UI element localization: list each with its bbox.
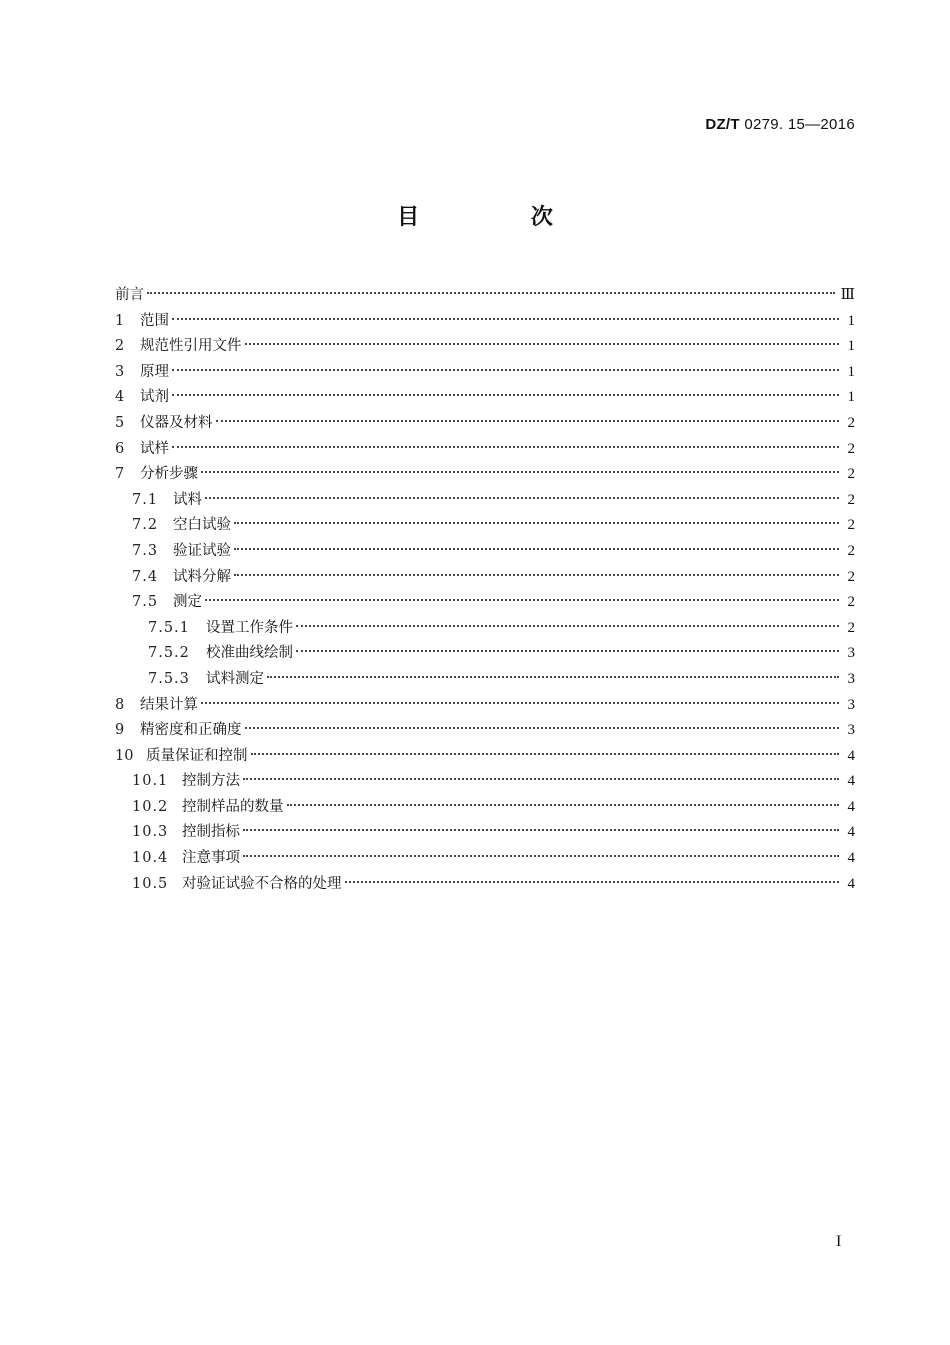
toc-entry-number: 6 (115, 440, 125, 457)
toc-leader-dots (172, 318, 839, 320)
toc-entry[interactable] (115, 693, 855, 719)
toc-entry-title: 仪器及材料 (140, 414, 213, 431)
toc-entry[interactable] (115, 744, 855, 770)
toc-leader-dots (345, 881, 840, 883)
toc-entry[interactable] (115, 539, 855, 565)
toc-entry-title: 试料测定 (206, 670, 264, 687)
toc-leader-dots (251, 753, 840, 755)
standard-code (705, 116, 855, 133)
toc-entry-number: 7.4 (132, 568, 159, 585)
toc-entry-number: 5 (115, 414, 125, 431)
toc-entry[interactable] (115, 590, 855, 616)
toc-entry[interactable] (115, 360, 855, 386)
toc-entry-page: 3 (847, 670, 855, 687)
toc-entry[interactable] (115, 667, 855, 693)
toc-entry-page: 3 (847, 696, 855, 713)
toc-entry-title: 试料分解 (173, 568, 231, 585)
toc-entry-page: Ⅲ (840, 287, 855, 303)
toc-leader-dots (234, 522, 839, 524)
toc-entry[interactable] (115, 565, 855, 591)
toc-entry[interactable] (115, 820, 855, 846)
toc-entry-number: 10.5 (132, 875, 169, 892)
toc-entry-number: 8 (115, 696, 125, 713)
toc-entry-page: 2 (847, 414, 855, 431)
toc-entry-page: 2 (847, 517, 855, 534)
toc-entry-page: 2 (847, 491, 855, 508)
toc-entry[interactable] (115, 795, 855, 821)
toc-entry-title: 空白试验 (173, 517, 231, 534)
toc-leader-dots (172, 446, 839, 448)
toc-entry[interactable] (115, 769, 855, 795)
toc-entry-page: 2 (847, 542, 855, 559)
toc-entry-number: 7 (115, 466, 125, 483)
toc-entry-title: 原理 (140, 363, 169, 380)
toc-entry[interactable] (115, 488, 855, 514)
toc-entry-title: 控制样品的数量 (182, 798, 284, 815)
toc-entry-title: 注意事项 (182, 850, 240, 867)
toc-entry-title: 测定 (173, 594, 202, 611)
toc-entry[interactable] (115, 385, 855, 411)
toc-title: 目 次 (397, 205, 605, 230)
toc-entry-page: 3 (847, 645, 855, 662)
toc-entry[interactable] (115, 641, 855, 667)
toc-entry-page: 2 (847, 568, 855, 585)
toc-entry-page: 2 (847, 466, 855, 483)
toc-entry[interactable] (115, 846, 855, 872)
toc-entry-number: 10.1 (132, 773, 169, 790)
toc-entry-page: 4 (847, 824, 855, 841)
toc-entry[interactable] (115, 872, 855, 898)
toc-leader-dots (287, 804, 840, 806)
toc-leader-dots (172, 394, 839, 396)
toc-entry-number: 7.5.1 (148, 619, 190, 636)
toc-leader-dots (216, 420, 840, 422)
toc-entry[interactable] (115, 462, 855, 488)
toc-entry-title: 校准曲线绘制 (206, 645, 293, 662)
toc-entry[interactable] (115, 437, 855, 463)
toc-entry-number: 7.3 (132, 542, 159, 559)
toc-entry-title: 质量保证和控制 (146, 747, 248, 764)
toc-entry[interactable] (115, 411, 855, 437)
toc-entry-number: 2 (115, 338, 125, 355)
toc-entry-page: 4 (847, 875, 855, 892)
toc-entry-title: 对验证试验不合格的处理 (182, 875, 342, 892)
toc-entry-title: 设置工作条件 (206, 619, 293, 636)
toc-leader-dots (245, 343, 840, 345)
toc-entry-title: 结果计算 (140, 696, 198, 713)
toc-entry-title: 验证试验 (173, 542, 231, 559)
toc-entry-page: 4 (847, 747, 855, 764)
toc-entry-title: 规范性引用文件 (140, 338, 242, 355)
toc-entry-number: 10.3 (132, 824, 169, 841)
toc-entry[interactable] (115, 309, 855, 335)
toc-leader-dots (234, 548, 839, 550)
toc-entry-title: 试料 (173, 491, 202, 508)
toc-leader-dots (245, 727, 840, 729)
toc-entry-title: 试剂 (140, 389, 169, 406)
toc-entry-page: 4 (847, 798, 855, 815)
toc-entry-page: 2 (847, 440, 855, 457)
toc-entry-number: 7.2 (132, 517, 159, 534)
toc-entry-page: 2 (847, 619, 855, 636)
toc-entry-page: 4 (847, 773, 855, 790)
toc-entry-page: 4 (847, 850, 855, 867)
toc-leader-dots (243, 829, 839, 831)
toc-entry[interactable] (115, 513, 855, 539)
toc-leader-dots (296, 650, 839, 652)
toc-entry[interactable] (115, 283, 855, 309)
toc-entry-number: 4 (115, 389, 125, 406)
toc-entry-title: 范围 (140, 312, 169, 329)
toc-entry-number: 7.5 (132, 594, 159, 611)
toc-entry-title: 前言 (115, 287, 144, 303)
toc-entry-number: 10.2 (132, 798, 169, 815)
toc-entry-number: 10.4 (132, 850, 169, 867)
toc-entry[interactable] (115, 616, 855, 642)
toc-entry-page: 1 (847, 363, 855, 380)
toc-entry-number: 7.1 (132, 491, 159, 508)
standard-prefix: DZ/T (705, 116, 740, 133)
toc-entry-title: 精密度和正确度 (140, 722, 242, 739)
toc-entry-page: 1 (847, 312, 855, 329)
toc-entry-number: 9 (115, 722, 125, 739)
toc-leader-dots (243, 855, 839, 857)
toc-entry-number: 7.5.2 (148, 645, 190, 662)
standard-number: 0279. 15—2016 (744, 116, 855, 133)
toc-entry-number: 3 (115, 363, 125, 380)
toc-entry-page: 3 (847, 722, 855, 739)
toc-leader-dots (201, 702, 839, 704)
toc-entry-page: 1 (847, 338, 855, 355)
toc-entry[interactable] (115, 718, 855, 744)
toc-entry-title: 控制指标 (182, 824, 240, 841)
toc-entry-page: 2 (847, 594, 855, 611)
toc-entry-title: 控制方法 (182, 773, 240, 790)
toc-leader-dots (296, 625, 839, 627)
toc-list (115, 283, 855, 897)
toc-entry-number: 1 (115, 312, 125, 329)
toc-leader-dots (172, 369, 839, 371)
toc-entry-title: 试样 (140, 440, 169, 457)
toc-entry-number: 10 (115, 747, 134, 764)
toc-leader-dots (267, 676, 839, 678)
toc-entry-number: 7.5.3 (148, 670, 190, 687)
toc-leader-dots (234, 574, 839, 576)
toc-leader-dots (201, 471, 839, 473)
toc-entry-page: 1 (847, 389, 855, 406)
toc-leader-dots (147, 292, 835, 294)
toc-leader-dots (243, 778, 839, 780)
toc-leader-dots (205, 599, 839, 601)
toc-entry[interactable] (115, 334, 855, 360)
toc-leader-dots (205, 497, 839, 499)
page-number: I (836, 1233, 842, 1250)
toc-entry-title: 分析步骤 (140, 466, 198, 483)
